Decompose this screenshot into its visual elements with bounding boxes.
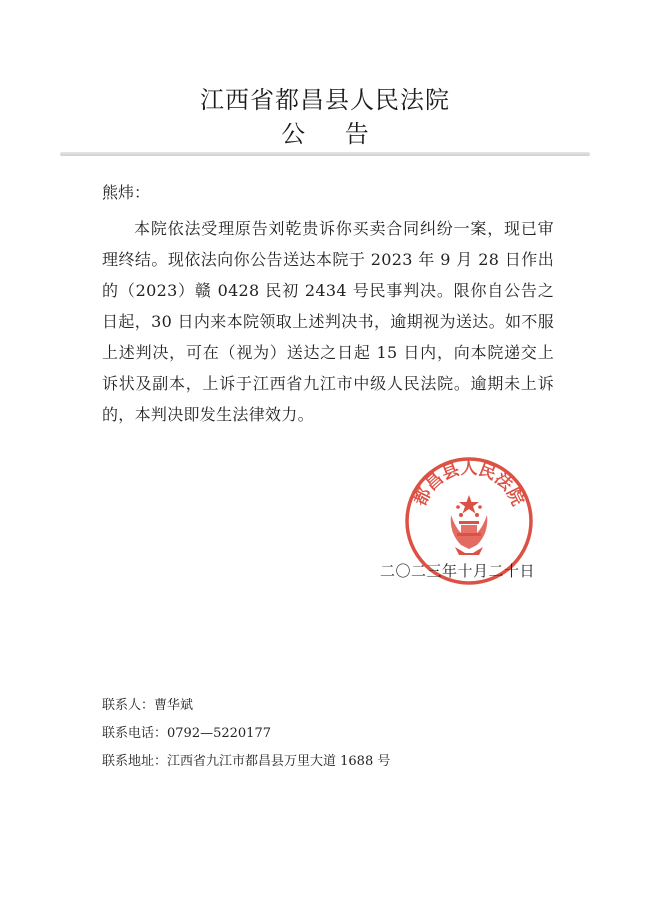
header-divider — [60, 152, 590, 156]
contact-person: 联系人：曹华斌 — [102, 698, 194, 713]
notice-title: 公 告 — [281, 120, 385, 148]
contact-phone: 联系电话：0792—5220177 — [102, 726, 271, 741]
addressee: 熊炜： — [102, 183, 151, 202]
seal-text: 都昌县人民法院 — [410, 458, 528, 510]
court-name-title: 江西省都昌县人民法院 — [200, 86, 450, 114]
notice-date: 二〇二三年十月二十日 — [380, 562, 536, 580]
national-emblem-icon — [451, 495, 488, 555]
notice-body: 本院依法受理原告刘乾贵诉你买卖合同纠纷一案，现已审理终结。现依法向你公告送达本院于 2023 年 9 月 28 日作出的（2023）赣 0428 民初 2434 号民事判决。限你自公告之日起，30 日内来本院领取上述判决书，逾期视为送达。如不服上述判决，可在（视为）送达之日起 15 日内，向本院递交上诉状及副本，上诉于江西省九江市中级人民法院。逾期未上诉的，本判决即发生法律效力。 — [102, 219, 554, 424]
contact-address: 联系地址：江西省九江市都昌县万里大道 1688 号 — [102, 754, 391, 769]
